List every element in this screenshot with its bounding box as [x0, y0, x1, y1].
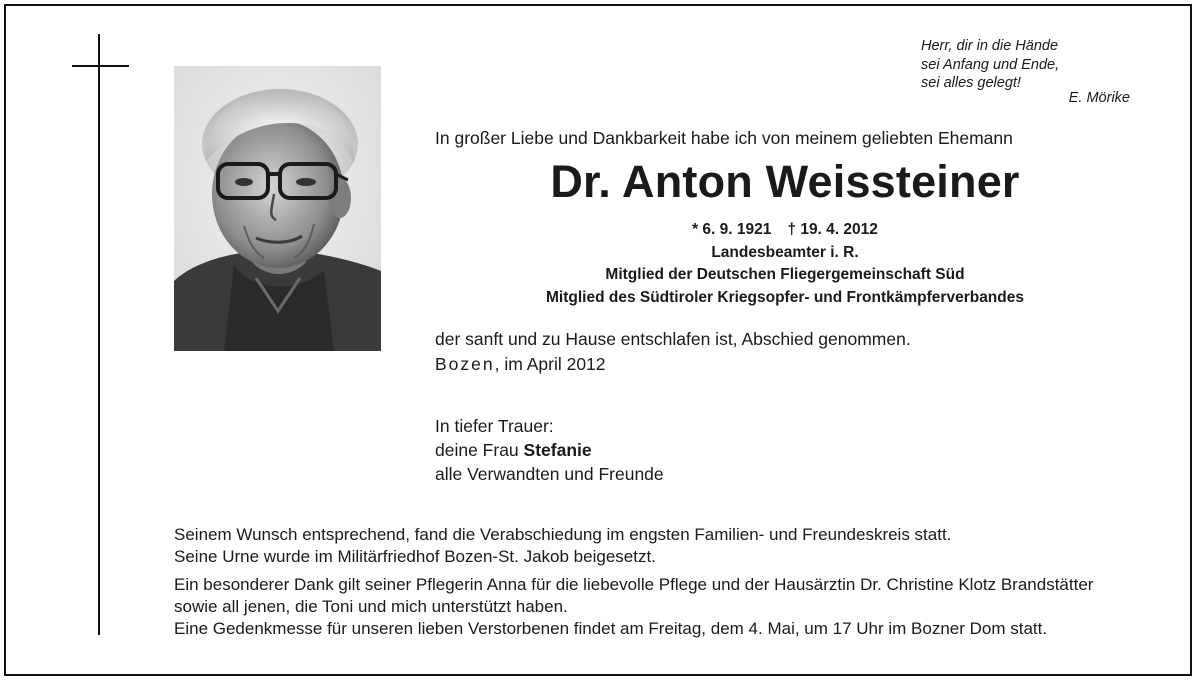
epigraph-line: sei Anfang und Ende,: [921, 56, 1060, 73]
passing-line: der sanft und zu Hause entschlafen ist, Abschied genommen.: [435, 329, 911, 349]
spouse-name: Stefanie: [523, 440, 592, 460]
death-date: † 19. 4. 2012: [787, 221, 878, 238]
date-text: , im April 2012: [494, 354, 606, 374]
birth-date: * 6. 9. 1921: [692, 221, 772, 238]
role-line: Landesbeamter i. R.: [711, 243, 859, 261]
epigraph-quote: [921, 37, 1141, 93]
place-name: Bozen: [435, 354, 495, 374]
cross-vertical-bar: [98, 34, 100, 635]
passing-text: [435, 327, 911, 377]
cross-horizontal-bar: [72, 65, 129, 67]
others-line: alle Verwandten und Freunde: [435, 464, 664, 484]
place-date-line: [435, 352, 911, 377]
mourners-block: [435, 414, 664, 486]
life-dates: [380, 219, 1190, 242]
portrait-photo: [174, 66, 381, 351]
footer-line: Seine Urne wurde im Militärfriedhof Bozen-St. Jakob beigesetzt.: [174, 547, 656, 566]
deceased-details: [380, 219, 1190, 309]
footer-paragraph-1: [174, 524, 1093, 568]
footer-line: Ein besonderer Dank gilt seiner Pflegerin Anna für die liebevolle Pflege und der Hausärztin Dr. Christine Klotz Brandstätter: [174, 575, 1094, 594]
footer-paragraph-2: [174, 574, 1093, 640]
deceased-name: Dr. Anton Weissteiner: [550, 156, 1020, 207]
intro-text: In großer Liebe und Dankbarkeit habe ich von meinem geliebten Ehemann: [435, 128, 1013, 148]
footer-line: Eine Gedenkmesse für unseren lieben Verstorbenen findet am Freitag, dem 4. Mai, um 17 Uhr im Bozner Dom statt.: [174, 619, 1048, 638]
role-line: Mitglied der Deutschen Fliegergemeinschaft Süd: [605, 266, 965, 283]
footer-text: [174, 524, 1093, 640]
spouse-line: [435, 438, 664, 462]
epigraph-author: E. Mörike: [1068, 90, 1130, 106]
footer-line: sowie all jenen, die Toni und mich unterstützt haben.: [174, 597, 568, 616]
footer-line: Seinem Wunsch entsprechend, fand die Verabschiedung im engsten Familien- und Freundeskreis statt.: [174, 525, 952, 544]
epigraph-line: sei alles gelegt!: [921, 75, 1021, 91]
role-line: Mitglied des Südtiroler Kriegsopfer- und Frontkämpferverbandes: [546, 288, 1024, 306]
mourners-heading: In tiefer Trauer:: [435, 416, 554, 436]
epigraph-line: Herr, dir in die Hände: [921, 38, 1059, 54]
spouse-prefix: deine Frau: [435, 440, 524, 460]
